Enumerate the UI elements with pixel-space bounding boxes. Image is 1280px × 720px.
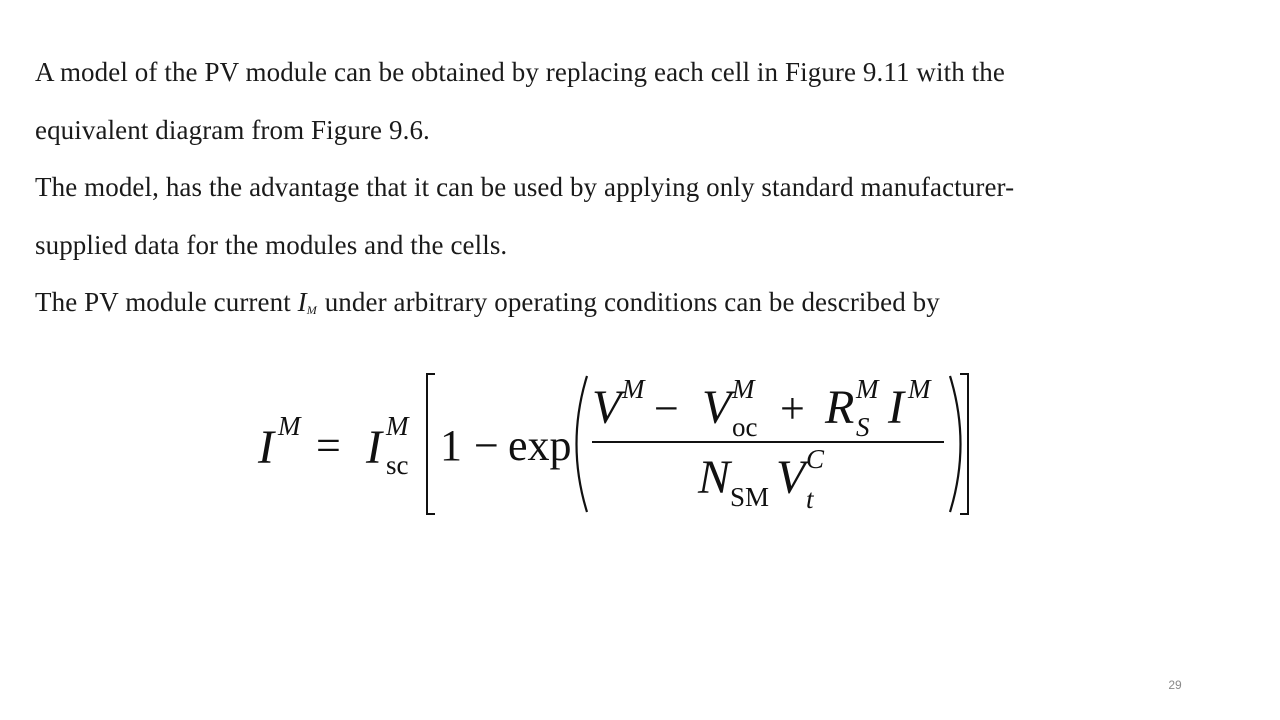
paragraph-1-line-1: A model of the PV module can be obtained by replacing each cell in Figure 9.11 with the — [35, 57, 1005, 87]
page-number: 29 — [1168, 678, 1182, 692]
eq-num-r-sup: M — [856, 374, 879, 404]
eq-left-square-bracket — [427, 374, 435, 514]
eq-equals: = — [316, 421, 341, 470]
eq-minus: − — [474, 421, 499, 470]
eq-num-v-sup: M — [622, 374, 645, 404]
paragraph-2-line-1: The model, has the advantage that it can be used by applying only standard manufacturer- — [35, 172, 1015, 202]
eq-den-n-sub: SM — [730, 482, 770, 512]
eq-exp: exp — [508, 421, 572, 470]
eq-num-r-sub: S — [856, 412, 870, 442]
eq-lhs-sup: M — [278, 411, 301, 441]
paragraph-3 — [35, 274, 1235, 337]
eq-num-plus: + — [780, 384, 805, 433]
paragraph-2-line-2: supplied data for the modules and the cells. — [35, 229, 508, 260]
paragraph-3-after: under arbitrary operating conditions can be described by — [317, 287, 940, 317]
eq-num-minus: − — [654, 384, 679, 433]
eq-num-v: V — [592, 381, 622, 434]
eq-coef-sup: M — [386, 411, 409, 441]
eq-num-voc: V — [702, 381, 732, 434]
eq-den-v-sup: C — [806, 444, 825, 474]
eq-right-paren — [950, 376, 961, 512]
eq-left-paren — [577, 376, 588, 512]
eq-num-voc-sup: M — [732, 374, 755, 404]
eq-coef-i: I — [366, 421, 382, 474]
eq-lhs-i: I — [258, 421, 274, 474]
eq-den-n: N — [698, 451, 731, 504]
module-current-subscript: M — [306, 303, 317, 317]
equation-svg — [252, 368, 992, 528]
module-current-symbol: I — [297, 287, 307, 317]
eq-den-v-sub: t — [806, 484, 814, 514]
eq-coef-sub: sc — [386, 450, 409, 480]
body-text — [35, 44, 1235, 337]
module-current-equation — [252, 368, 992, 528]
eq-den-v: V — [776, 451, 806, 504]
eq-num-i: I — [888, 381, 904, 434]
eq-one: 1 — [440, 421, 462, 470]
eq-num-r: R — [825, 381, 855, 434]
paragraph-3-before: The PV module current — [35, 287, 298, 317]
eq-num-voc-sub: oc — [732, 412, 758, 442]
paragraph-1-line-2: equivalent diagram from Figure 9.6. — [35, 114, 430, 145]
eq-num-i-sup: M — [908, 374, 931, 404]
